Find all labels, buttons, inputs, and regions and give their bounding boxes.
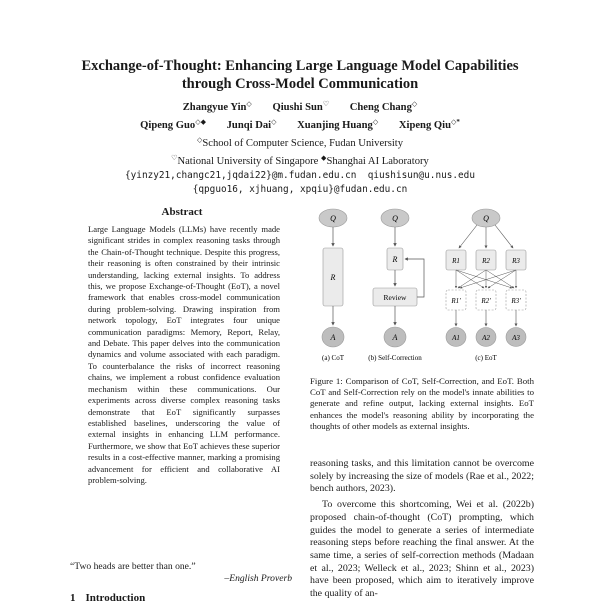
epigraph [70, 561, 292, 585]
panel-label-eot: (c) EoT [475, 354, 497, 362]
exchange-edges [456, 270, 516, 288]
refined-label: R1′ [451, 297, 461, 305]
author: Cheng Chang◇ [349, 100, 418, 113]
title-line-2: through Cross-Model Communication [181, 75, 419, 92]
answer-label: A2 [482, 334, 490, 342]
paper-title [40, 58, 560, 93]
figure-caption: Figure 1: Comparison of CoT, Self-Correction, and EoT. Both CoT and Self-Correction rely on the model's innate abilities to generate and refine output, lacking external insights. EoT enhances the model's reasoning ability by incorporating the thoughts of other models as external insights. [310, 376, 534, 431]
panel-cot [319, 209, 347, 362]
author: Qiushi Sun♡ [272, 100, 330, 113]
answer-label: A [392, 333, 398, 342]
query-label: Q [330, 214, 336, 223]
reasoning-label: R3 [512, 257, 520, 265]
quote-source: –English Proverb [224, 573, 292, 584]
affiliation-2: ♡National University of Singapore ◆Shanghai AI Laboratory [171, 154, 429, 167]
author: Zhangyue Yin◇ [182, 100, 252, 113]
refined-label: R2′ [481, 297, 491, 305]
panel-label-cot: (a) CoT [322, 354, 344, 362]
abstract-heading: Abstract [161, 206, 203, 218]
refined-label: R3′ [511, 297, 521, 305]
panel-eot [446, 209, 526, 362]
answer-label: A3 [512, 334, 520, 342]
body-text [310, 458, 534, 601]
query-label: Q [392, 214, 398, 223]
author-row-2 [40, 115, 560, 133]
author: Junqi Dai◇ [226, 118, 277, 131]
eot-refined-row [446, 290, 526, 310]
panel-self-correction [368, 209, 424, 362]
affiliation-1: ◇School of Computer Science, Fudan University [196, 136, 404, 149]
eot-reasoning-row [446, 250, 526, 270]
author: Xuanjing Huang◇ [297, 118, 379, 131]
answer-label: A1 [452, 334, 460, 342]
email-line-1: {yinzy21,changc21,jqdai22}@m.fudan.edu.cn qiushisun@u.nus.edu [125, 170, 475, 181]
eot-answer-row [446, 328, 526, 347]
section-number: 1 [70, 592, 76, 604]
section-title: Introduction [85, 592, 146, 604]
query-label: Q [483, 214, 489, 223]
reasoning-label: R [330, 273, 336, 282]
abstract-text: Large Language Models (LLMs) have recently made significant strides in complex reasoning tasks through the Chain-of-Thought technique. Despite this progress, their reasoning is often constrained by their intrinsic understanding, lacking external insights. To address this, we propose Exchange-of-Thought (EoT), a novel framework that enables cross-model communication during problem-solving. Drawing inspiration from network topology, EoT integrates four unique communication paradigms: Memory, Report, Relay, and Debate. This paper delves into the communication dynamics and volume associated with each paradigm. To counterbalance the risks of incorrect reasoning chains, we implement a robust confidence evaluation mechanism within these communications. Our experiments across diverse complex reasoning tasks demonstrate that EoT significantly surpasses established baselines, underscoring the value of external insights in enhancing LLM performance. Furthermore, we show that EoT achieves these superior results in a cost-effective manner, marking a promising advancement for efficient and collaborative AI problem-solving. [88, 224, 280, 485]
paragraph: reasoning tasks, and this limitation cannot be overcome solely by increasing the size of models (Rae et al., 2022; bench authors, 2023). [310, 458, 534, 495]
paragraph: To overcome this shortcoming, Wei et al. (2022b) proposed chain-of-thought (CoT) prompting, which guides the model to generate a series of intermediate reasoning steps before reaching the final answer. At the same time, a series of self-correction methods (Madaan et al., 2023; Welleck et al., 2023; Shinn et al., 2023) have been proposed, which aim to iteratively improve the quality of an- [310, 499, 534, 600]
author: Xipeng Qiu◇* [398, 118, 460, 131]
review-label: Review [383, 293, 407, 302]
author-row-1 [40, 97, 560, 115]
author-block [40, 97, 560, 197]
email-line-2: {qpguo16, xjhuang, xpqiu}@fudan.edu.cn [192, 184, 408, 195]
panel-label-self-correction: (b) Self-Correction [368, 354, 422, 362]
reasoning-label: R [392, 255, 398, 264]
quote-text: “Two heads are better than one.” [70, 561, 196, 572]
answer-label: A [330, 333, 336, 342]
reasoning-label: R2 [482, 257, 490, 265]
title-line-1: Exchange-of-Thought: Enhancing Large Language Model Capabilities [81, 58, 519, 74]
author: Qipeng Guo◇◆ [140, 118, 206, 131]
reasoning-label: R1 [452, 257, 460, 265]
figure-1 [306, 204, 536, 370]
section-heading [70, 592, 145, 604]
